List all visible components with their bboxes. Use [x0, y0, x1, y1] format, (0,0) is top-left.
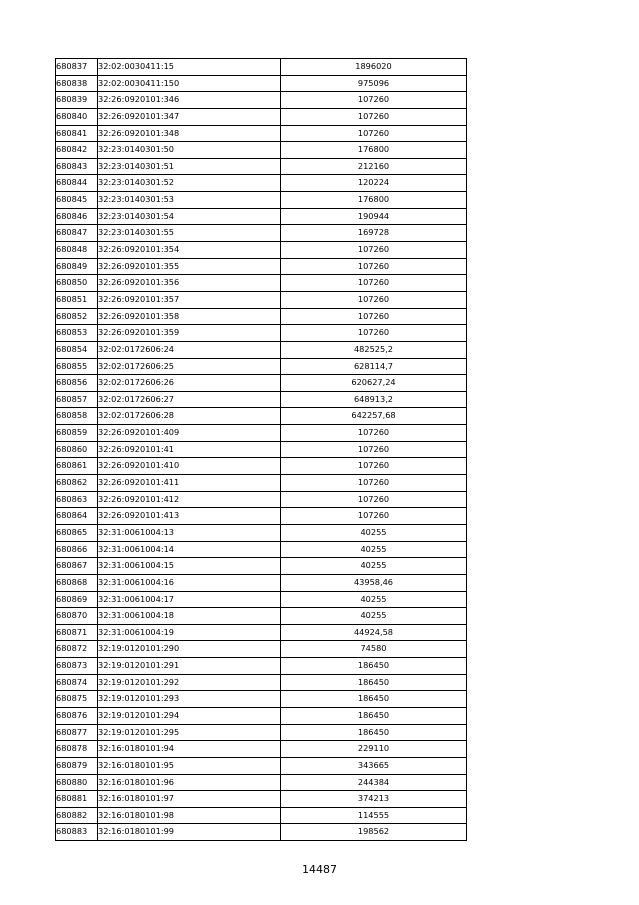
row-number-cell: 680841: [56, 125, 98, 142]
cadastral-value-cell: 482525,2: [281, 341, 467, 358]
cadastral-value-cell: 40255: [281, 541, 467, 558]
row-number-cell: 680839: [56, 92, 98, 109]
cadastral-number-cell: 32:16:0180101:97: [98, 791, 281, 808]
row-number-cell: 680865: [56, 524, 98, 541]
table-row: [56, 242, 467, 259]
table-row: [56, 824, 467, 841]
cadastral-value-cell: 107260: [281, 425, 467, 442]
cadastral-value-cell: 374213: [281, 791, 467, 808]
cadastral-number-cell: 32:26:0920101:348: [98, 125, 281, 142]
cadastral-value-cell: 44924,58: [281, 624, 467, 641]
row-number-cell: 680847: [56, 225, 98, 242]
cadastral-number-cell: 32:26:0920101:41: [98, 441, 281, 458]
cadastral-number-cell: 32:26:0920101:411: [98, 475, 281, 492]
cadastral-number-cell: 32:26:0920101:355: [98, 258, 281, 275]
table-row: [56, 458, 467, 475]
cadastral-number-cell: 32:16:0180101:98: [98, 807, 281, 824]
table-row: [56, 108, 467, 125]
table-row: [56, 375, 467, 392]
cadastral-number-cell: 32:23:0140301:55: [98, 225, 281, 242]
cadastral-value-cell: 114555: [281, 807, 467, 824]
cadastral-number-cell: 32:16:0180101:99: [98, 824, 281, 841]
row-number-cell: 680882: [56, 807, 98, 824]
cadastral-value-cell: 40255: [281, 524, 467, 541]
cadastral-value-cell: 190944: [281, 208, 467, 225]
table-row: [56, 75, 467, 92]
cadastral-value-cell: 198562: [281, 824, 467, 841]
row-number-cell: 680869: [56, 591, 98, 608]
cadastral-value-cell: 43958,46: [281, 574, 467, 591]
cadastral-value-cell: 120224: [281, 175, 467, 192]
row-number-cell: 680873: [56, 658, 98, 675]
cadastral-value-cell: 244384: [281, 774, 467, 791]
cadastral-value-cell: 975096: [281, 75, 467, 92]
cadastral-number-cell: 32:23:0140301:51: [98, 158, 281, 175]
table-row: [56, 208, 467, 225]
row-number-cell: 680843: [56, 158, 98, 175]
cadastral-number-cell: 32:26:0920101:412: [98, 491, 281, 508]
row-number-cell: 680877: [56, 724, 98, 741]
table-row: [56, 807, 467, 824]
table-row: [56, 724, 467, 741]
table-row: [56, 624, 467, 641]
cadastral-value-cell: 107260: [281, 108, 467, 125]
table-row: [56, 774, 467, 791]
row-number-cell: 680837: [56, 59, 98, 76]
cadastral-number-cell: 32:02:0172606:24: [98, 341, 281, 358]
cadastral-value-cell: 107260: [281, 125, 467, 142]
cadastral-number-cell: 32:26:0920101:356: [98, 275, 281, 292]
cadastral-number-cell: 32:31:0061004:18: [98, 608, 281, 625]
cadastral-value-cell: 40255: [281, 558, 467, 575]
cadastral-number-cell: 32:02:0030411:150: [98, 75, 281, 92]
row-number-cell: 680845: [56, 192, 98, 209]
cadastral-number-cell: 32:16:0180101:95: [98, 757, 281, 774]
table-row: [56, 658, 467, 675]
row-number-cell: 680867: [56, 558, 98, 575]
row-number-cell: 680863: [56, 491, 98, 508]
cadastral-number-cell: 32:02:0172606:27: [98, 391, 281, 408]
row-number-cell: 680846: [56, 208, 98, 225]
table-row: [56, 291, 467, 308]
cadastral-value-cell: 176800: [281, 142, 467, 159]
row-number-cell: 680848: [56, 242, 98, 259]
row-number-cell: 680853: [56, 325, 98, 342]
table-row: [56, 308, 467, 325]
table-row: [56, 791, 467, 808]
table-row: [56, 391, 467, 408]
cadastral-number-cell: 32:26:0920101:346: [98, 92, 281, 109]
row-number-cell: 680866: [56, 541, 98, 558]
row-number-cell: 680855: [56, 358, 98, 375]
cadastral-value-cell: 107260: [281, 325, 467, 342]
table-row: [56, 524, 467, 541]
table-row: [56, 125, 467, 142]
row-number-cell: 680856: [56, 375, 98, 392]
row-number-cell: 680881: [56, 791, 98, 808]
cadastral-number-cell: 32:26:0920101:359: [98, 325, 281, 342]
cadastral-value-cell: 648913,2: [281, 391, 467, 408]
table-row: [56, 92, 467, 109]
cadastral-number-cell: 32:31:0061004:19: [98, 624, 281, 641]
cadastral-value-cell: 107260: [281, 508, 467, 525]
table-row: [56, 275, 467, 292]
row-number-cell: 680844: [56, 175, 98, 192]
cadastral-number-cell: 32:31:0061004:17: [98, 591, 281, 608]
cadastral-value-cell: 107260: [281, 92, 467, 109]
row-number-cell: 680854: [56, 341, 98, 358]
table-row: [56, 491, 467, 508]
cadastral-number-cell: 32:19:0120101:291: [98, 658, 281, 675]
cadastral-value-cell: 40255: [281, 608, 467, 625]
cadastral-number-cell: 32:02:0172606:26: [98, 375, 281, 392]
table-row: [56, 341, 467, 358]
cadastral-number-cell: 32:26:0920101:413: [98, 508, 281, 525]
row-number-cell: 680857: [56, 391, 98, 408]
table-row: [56, 258, 467, 275]
table-row: [56, 741, 467, 758]
row-number-cell: 680852: [56, 308, 98, 325]
table-row: [56, 707, 467, 724]
table-row: [56, 192, 467, 209]
cadastral-value-cell: 628114,7: [281, 358, 467, 375]
table-row: [56, 358, 467, 375]
cadastral-value-cell: 107260: [281, 291, 467, 308]
cadastral-value-cell: 642257,68: [281, 408, 467, 425]
row-number-cell: 680862: [56, 475, 98, 492]
row-number-cell: 680842: [56, 142, 98, 159]
row-number-cell: 680850: [56, 275, 98, 292]
table-row: [56, 608, 467, 625]
cadastral-number-cell: 32:26:0920101:358: [98, 308, 281, 325]
cadastral-value-cell: 40255: [281, 591, 467, 608]
cadastral-value-cell: 229110: [281, 741, 467, 758]
cadastral-number-cell: 32:26:0920101:357: [98, 291, 281, 308]
row-number-cell: 680871: [56, 624, 98, 641]
row-number-cell: 680858: [56, 408, 98, 425]
table-row: [56, 441, 467, 458]
table-row: [56, 158, 467, 175]
table-row: [56, 558, 467, 575]
cadastral-value-cell: 107260: [281, 491, 467, 508]
row-number-cell: 680883: [56, 824, 98, 841]
cadastral-value-cell: 74580: [281, 641, 467, 658]
row-number-cell: 680859: [56, 425, 98, 442]
row-number-cell: 680872: [56, 641, 98, 658]
cadastral-value-cell: 212160: [281, 158, 467, 175]
cadastral-value-cell: 169728: [281, 225, 467, 242]
row-number-cell: 680860: [56, 441, 98, 458]
table-row: [56, 175, 467, 192]
row-number-cell: 680849: [56, 258, 98, 275]
cadastral-value-cell: 107260: [281, 258, 467, 275]
table-body: [56, 59, 467, 841]
table-row: [56, 142, 467, 159]
page-number: 14487: [302, 863, 337, 876]
cadastral-number-cell: 32:31:0061004:14: [98, 541, 281, 558]
cadastral-number-cell: 32:26:0920101:347: [98, 108, 281, 125]
cadastral-number-cell: 32:31:0061004:16: [98, 574, 281, 591]
table-row: [56, 408, 467, 425]
row-number-cell: 680878: [56, 741, 98, 758]
row-number-cell: 680870: [56, 608, 98, 625]
cadastral-number-cell: 32:26:0920101:410: [98, 458, 281, 475]
cadastral-value-cell: 107260: [281, 275, 467, 292]
cadastral-value-cell: 620627,24: [281, 375, 467, 392]
cadastral-value-cell: 107260: [281, 475, 467, 492]
table-row: [56, 641, 467, 658]
cadastral-number-cell: 32:19:0120101:293: [98, 691, 281, 708]
cadastral-number-cell: 32:26:0920101:409: [98, 425, 281, 442]
row-number-cell: 680864: [56, 508, 98, 525]
table-row: [56, 225, 467, 242]
row-number-cell: 680868: [56, 574, 98, 591]
cadastral-number-cell: 32:02:0172606:25: [98, 358, 281, 375]
cadastral-value-cell: 107260: [281, 242, 467, 259]
cadastral-number-cell: 32:19:0120101:292: [98, 674, 281, 691]
cadastral-number-cell: 32:19:0120101:295: [98, 724, 281, 741]
row-number-cell: 680851: [56, 291, 98, 308]
table-row: [56, 757, 467, 774]
cadastral-value-cell: 176800: [281, 192, 467, 209]
table-row: [56, 691, 467, 708]
cadastral-number-cell: 32:23:0140301:50: [98, 142, 281, 159]
cadastral-value-cell: 186450: [281, 724, 467, 741]
cadastral-number-cell: 32:16:0180101:94: [98, 741, 281, 758]
row-number-cell: 680840: [56, 108, 98, 125]
table-row: [56, 574, 467, 591]
cadastral-number-cell: 32:31:0061004:13: [98, 524, 281, 541]
cadastral-number-cell: 32:16:0180101:96: [98, 774, 281, 791]
cadastral-value-cell: 186450: [281, 674, 467, 691]
table-row: [56, 591, 467, 608]
cadastral-value-cell: 107260: [281, 458, 467, 475]
cadastral-value-cell: 107260: [281, 441, 467, 458]
row-number-cell: 680880: [56, 774, 98, 791]
cadastral-number-cell: 32:31:0061004:15: [98, 558, 281, 575]
table-row: [56, 325, 467, 342]
cadastral-value-cell: 186450: [281, 707, 467, 724]
cadastral-value-table: [55, 58, 467, 841]
cadastral-value-cell: 186450: [281, 658, 467, 675]
row-number-cell: 680838: [56, 75, 98, 92]
cadastral-value-cell: 186450: [281, 691, 467, 708]
row-number-cell: 680874: [56, 674, 98, 691]
table-row: [56, 541, 467, 558]
row-number-cell: 680875: [56, 691, 98, 708]
row-number-cell: 680879: [56, 757, 98, 774]
cadastral-value-cell: 1896020: [281, 59, 467, 76]
table-row: [56, 508, 467, 525]
cadastral-number-cell: 32:26:0920101:354: [98, 242, 281, 259]
row-number-cell: 680876: [56, 707, 98, 724]
cadastral-number-cell: 32:02:0172606:28: [98, 408, 281, 425]
cadastral-number-cell: 32:02:0030411:15: [98, 59, 281, 76]
cadastral-number-cell: 32:23:0140301:52: [98, 175, 281, 192]
cadastral-value-cell: 107260: [281, 308, 467, 325]
table-row: [56, 425, 467, 442]
table-row: [56, 59, 467, 76]
table-row: [56, 475, 467, 492]
cadastral-number-cell: 32:19:0120101:294: [98, 707, 281, 724]
cadastral-number-cell: 32:23:0140301:53: [98, 192, 281, 209]
row-number-cell: 680861: [56, 458, 98, 475]
table-row: [56, 674, 467, 691]
cadastral-value-cell: 343665: [281, 757, 467, 774]
cadastral-number-cell: 32:19:0120101:290: [98, 641, 281, 658]
cadastral-number-cell: 32:23:0140301:54: [98, 208, 281, 225]
